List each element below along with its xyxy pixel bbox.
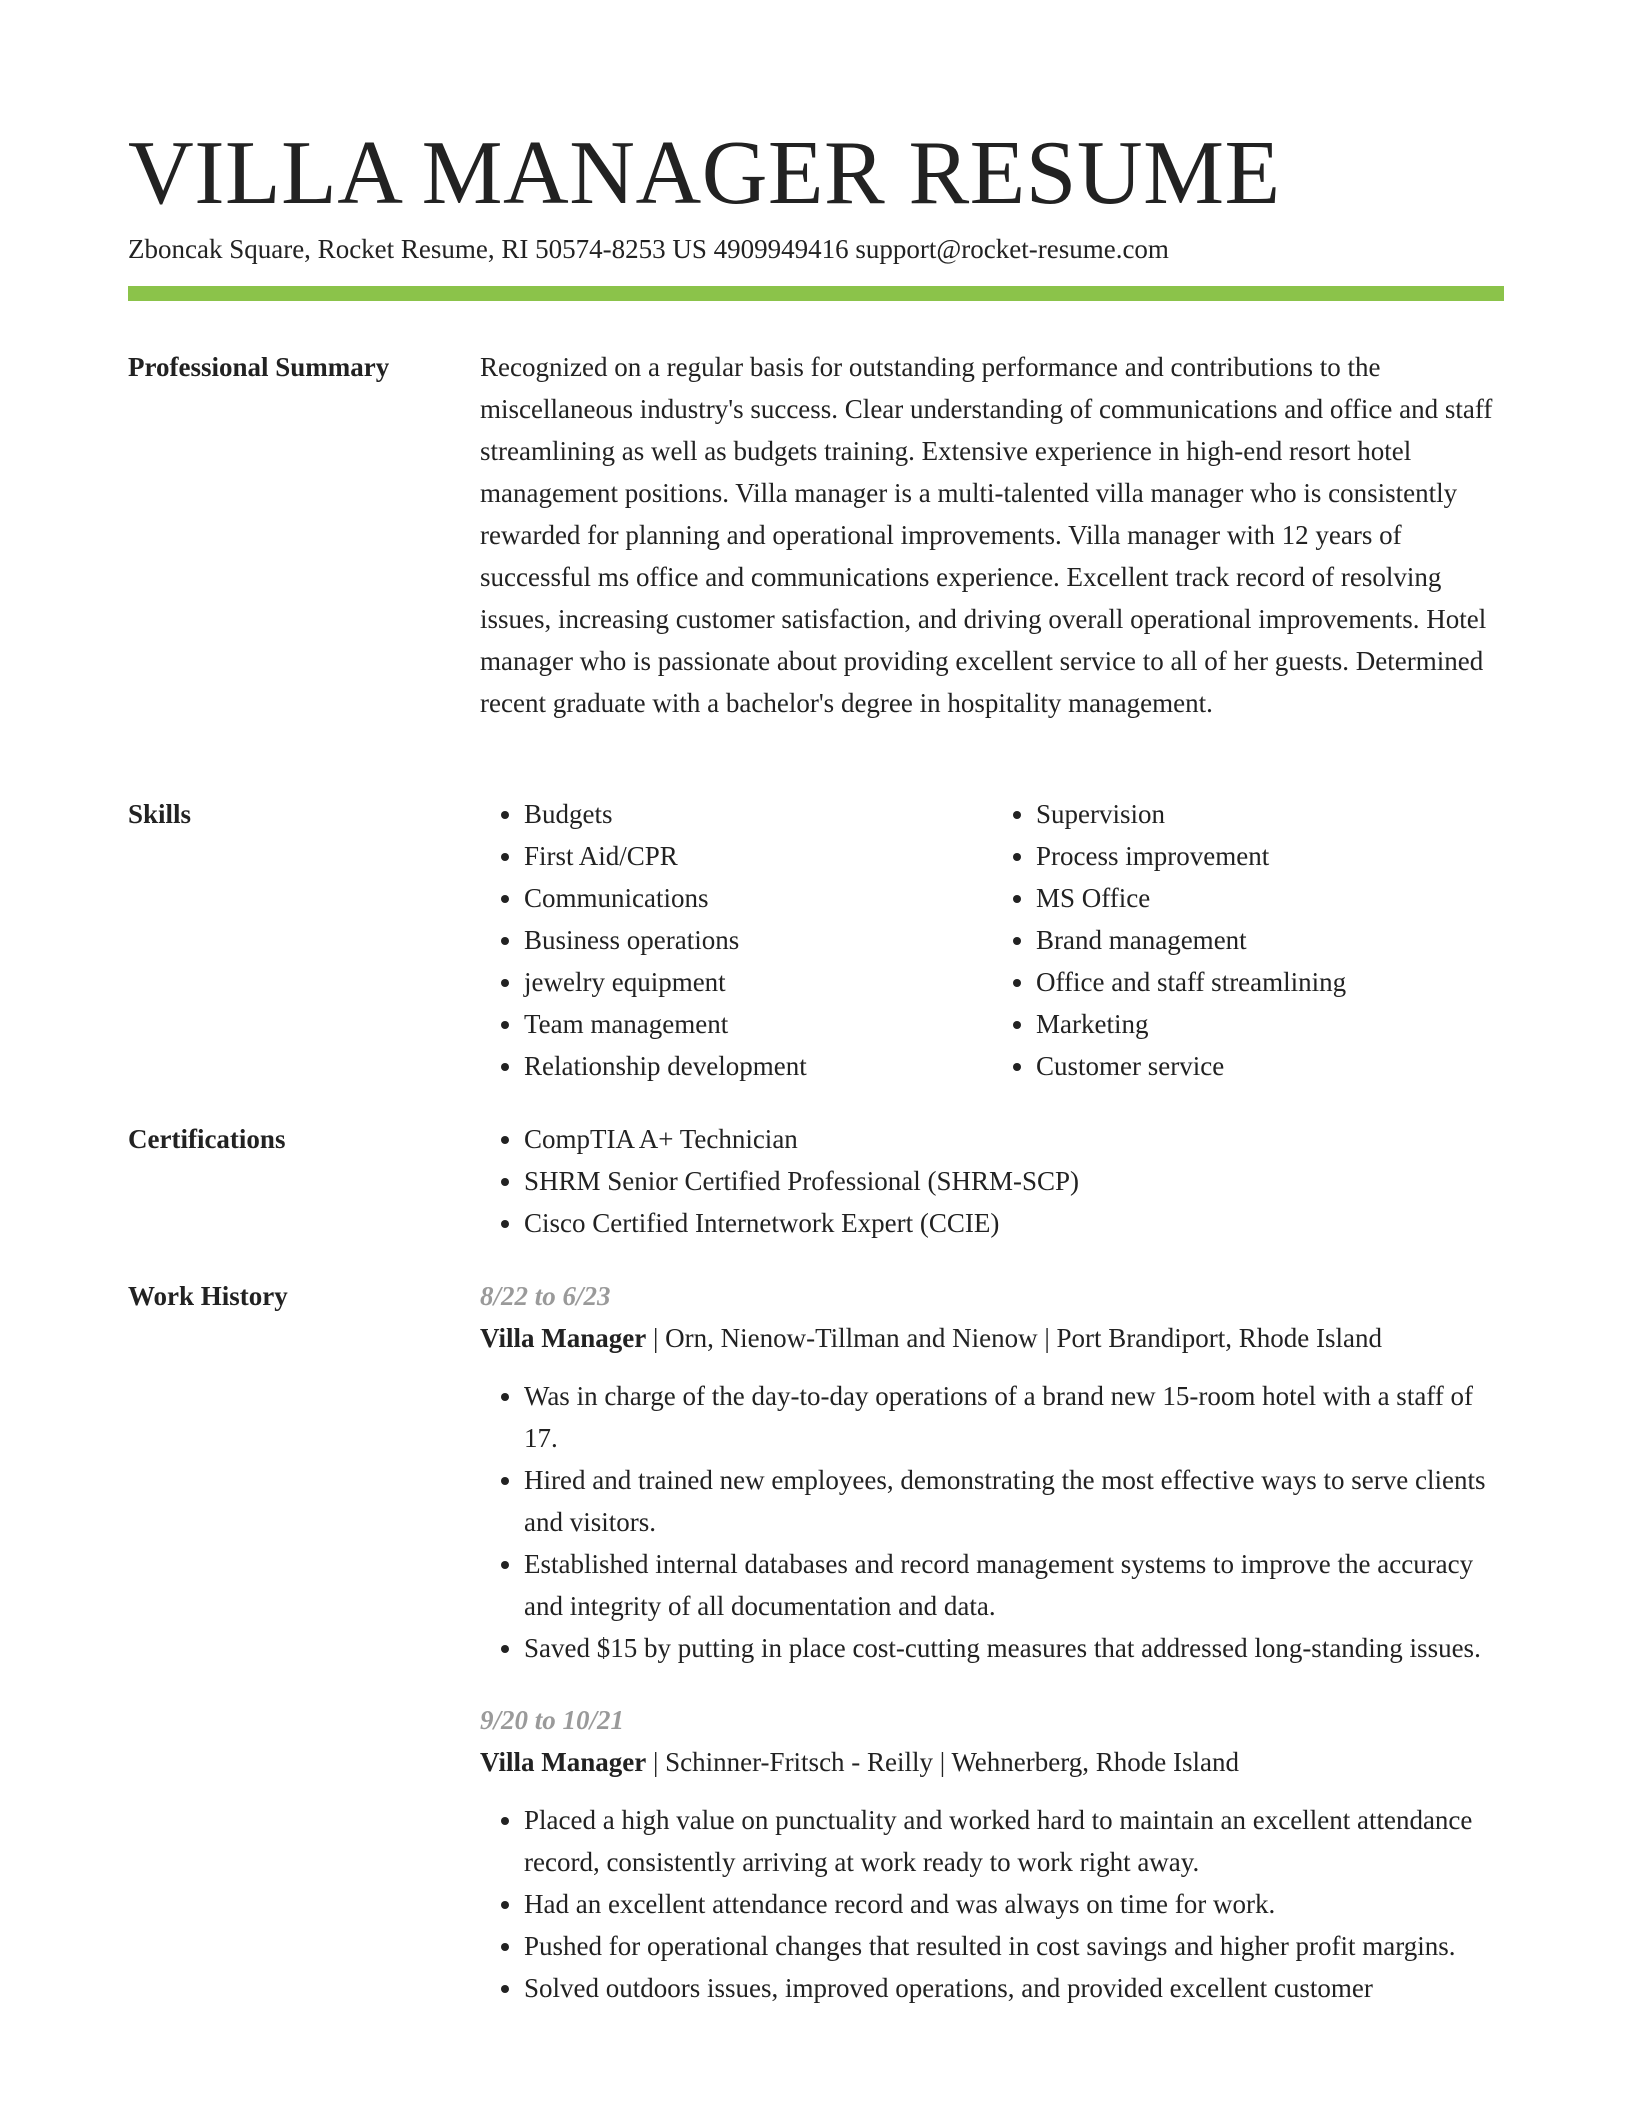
job-bullet: • Established internal databases and record management systems to improve the accuracy and integrity of all documentation and data.	[524, 1543, 1504, 1627]
job-bullet: • Saved $15 by putting in place cost-cutting measures that addressed long-standing issues.	[524, 1627, 1504, 1669]
section-label-certifications: Certifications	[128, 1124, 286, 1154]
job-title: Villa Manager	[480, 1747, 647, 1777]
job-bullet: • Pushed for operational changes that resulted in cost savings and higher profit margins.	[524, 1925, 1504, 1967]
skills-body	[480, 793, 1504, 1087]
job-bullet: • Had an excellent attendance record and was always on time for work.	[524, 1883, 1504, 1925]
section-label-skills: Skills	[128, 799, 192, 829]
section-label-summary: Professional Summary	[128, 352, 390, 382]
summary-text: Recognized on a regular basis for outstanding performance and contributions to the miscellaneous industry's success. Clear understanding of communications and office and staff streamlining as well as budgets training. Extensive experience in high-end resort hotel management positions. Villa manager is a multi-talented villa manager who is consistently rewarded for planning and operational improvements. Villa manager with 12 years of successful ms office and communications experience. Excellent track record of resolving issues, increasing customer satisfaction, and driving overall operational improvements. Hotel manager who is passionate about providing excellent service to all of her guests. Determined recent graduate with a bachelor's degree in hospitality management.	[480, 352, 1493, 718]
skills-list-left	[480, 793, 992, 1087]
job-heading	[480, 1317, 1504, 1359]
certifications-body	[480, 1118, 1504, 1244]
job-details: | Orn, Nienow-Tillman and Nienow | Port Brandiport, Rhode Island	[646, 1323, 1382, 1353]
skill-item: • MS Office	[1036, 877, 1504, 919]
skill-item: • jewelry equipment	[524, 961, 992, 1003]
skill-item: • Communications	[524, 877, 992, 919]
job-dates: 8/22 to 6/23	[480, 1281, 611, 1311]
skill-item: • Process improvement	[1036, 835, 1504, 877]
skill-item: • Customer service	[1036, 1045, 1504, 1087]
resume-title: VILLA MANAGER RESUME	[128, 122, 1281, 223]
job-entry	[480, 1275, 1504, 1669]
job-details: | Schinner-Fritsch - Reilly | Wehnerberg, Rhode Island	[646, 1747, 1239, 1777]
skill-item: • Marketing	[1036, 1003, 1504, 1045]
skills-columns	[480, 793, 1504, 1087]
certification-item: • SHRM Senior Certified Professional (SHRM-SCP)	[524, 1160, 1504, 1202]
job-bullets	[480, 1799, 1504, 2009]
skill-item: • First Aid/CPR	[524, 835, 992, 877]
certification-item: • CompTIA A+ Technician	[524, 1118, 1504, 1160]
contact-line: Zboncak Square, Rocket Resume, RI 50574-8253 US 4909949416 support@rocket-resume.com	[128, 234, 1169, 264]
section-label-work-history: Work History	[128, 1281, 288, 1311]
skill-item: • Budgets	[524, 793, 992, 835]
job-bullets	[480, 1375, 1504, 1669]
skill-item: • Brand management	[1036, 919, 1504, 961]
skill-item: • Team management	[524, 1003, 992, 1045]
job-title: Villa Manager	[480, 1323, 647, 1353]
job-entry	[480, 1699, 1504, 2009]
work-history-body	[480, 1275, 1504, 2039]
skills-list-right	[992, 793, 1504, 1087]
skill-item: • Office and staff streamlining	[1036, 961, 1504, 1003]
summary-body	[480, 346, 1504, 724]
certifications-list	[480, 1118, 1504, 1244]
job-bullet: • Was in charge of the day-to-day operations of a brand new 15-room hotel with a staff of 17.	[524, 1375, 1504, 1459]
certification-item: • Cisco Certified Internetwork Expert (CCIE)	[524, 1202, 1504, 1244]
header-divider	[128, 286, 1504, 301]
job-dates: 9/20 to 10/21	[480, 1705, 625, 1735]
job-bullet: • Placed a high value on punctuality and worked hard to maintain an excellent attendance record, consistently arriving at work ready to work right away.	[524, 1799, 1504, 1883]
job-heading	[480, 1741, 1504, 1783]
skill-item: • Business operations	[524, 919, 992, 961]
skill-item: • Relationship development	[524, 1045, 992, 1087]
job-bullet: • Solved outdoors issues, improved operations, and provided excellent customer	[524, 1967, 1504, 2009]
job-bullet: • Hired and trained new employees, demonstrating the most effective ways to serve clients and visitors.	[524, 1459, 1504, 1543]
skill-item: • Supervision	[1036, 793, 1504, 835]
